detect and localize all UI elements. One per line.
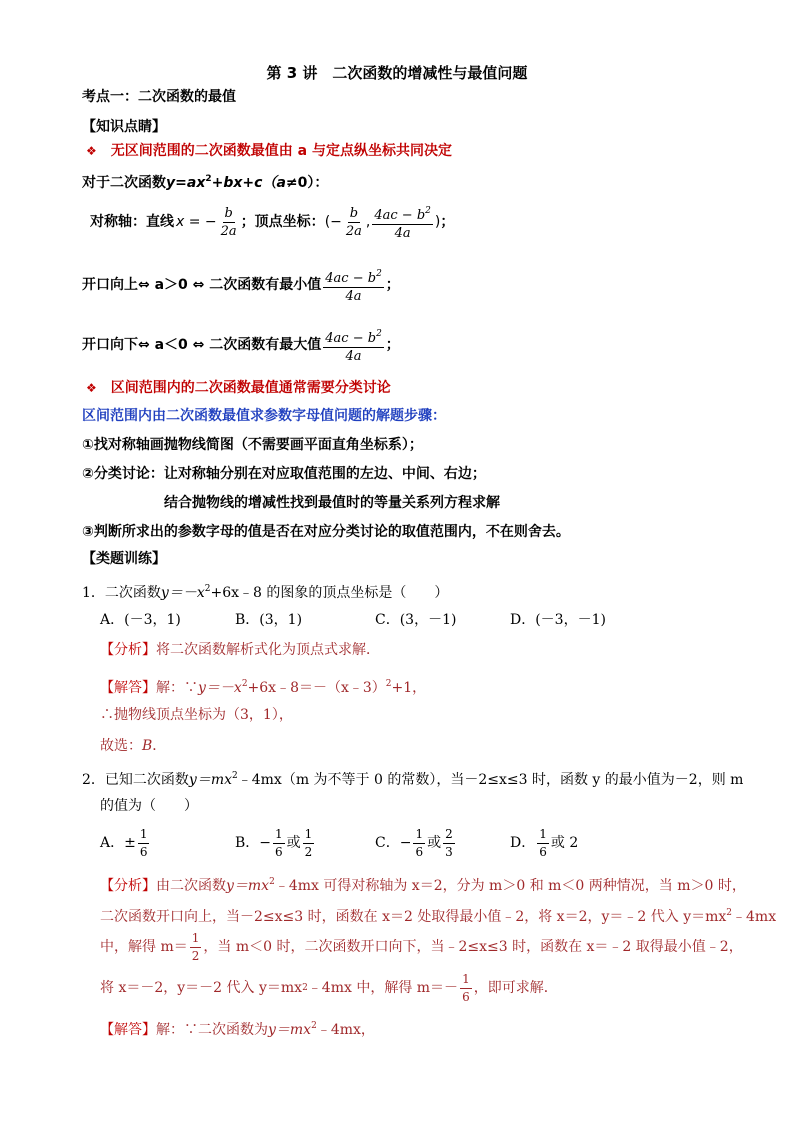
question-2-answer: 【解答】解：∵二次函数为$y=mx^2﹣4mx$，: [100, 1021, 375, 1038]
option-d: D．(－3，－1): [510, 612, 606, 628]
question-1-choice: 故选：B．: [100, 738, 167, 754]
rule-2: ❖ 区间范围内的二次函数最值通常需要分类讨论: [86, 380, 391, 396]
option-c: C．(3，－1): [375, 612, 457, 628]
step-2: ②分类讨论：让对称轴分别在对应取值范围的左边、中间、右边；: [82, 466, 486, 482]
open-down-line: 开口向下⇔ a＜0 ⇔ 二次函数有最大值 $\frac{4ac - b^2}{4a}$ ；: [82, 328, 400, 364]
function-definition: 对于二次函数$y=ax^2+bx+c(a\ne 0)$：: [82, 174, 329, 191]
fraction-max-value: $\frac{4ac - b^2}{4a}$: [325, 328, 382, 364]
question-2-analysis-line-2: 二次函数开口向上，当－2≤x≤3 时，函数在 x＝2 处取得最小值﹣2，将 x＝2，y＝﹣2 代入 $y=mx^2﹣4mx$: [100, 908, 777, 925]
step-1: ①找对称轴画抛物线简图（不需要画平面直角坐标系）；: [82, 437, 423, 453]
knowledge-heading: 【知识点睛】: [82, 119, 166, 135]
question-2-options: [100, 824, 740, 862]
option-b: B．(3，1): [235, 612, 303, 628]
question-1-stem: 1．二次函数$y=-x^2+6x﹣8$ 的图象的顶点坐标是（ ）: [82, 584, 449, 601]
question-1-analysis: 【分析】将二次函数解析式化为顶点式求解．: [100, 642, 380, 658]
step-3: ③判断所求出的参数字母的值是否在对应分类讨论的取值范围内，不在则舍去。: [82, 524, 570, 540]
steps-title: 区间范围内由二次函数最值求参数字母值问题的解题步骤：: [82, 408, 446, 424]
option-a: A．± $\frac{1}{6}$: [100, 826, 148, 859]
rule-1: ❖ 无区间范围的二次函数最值由 a 与定点纵坐标共同决定: [86, 143, 452, 159]
question-2-analysis-line-4: 将 x＝－2，y＝－2 代入 y＝mx 2 ﹣4mx 中，解得 m＝－ $\frac{1}{6}$ ，即可求解．: [100, 971, 558, 1004]
question-2-stem: 2．已知二次函数$y=mx^2﹣4mx(m$ 为不等于 0 的常数），当－2≤x≤3 时，函数 y 的最小值为－2，则 m: [82, 771, 744, 788]
diamond-icon: ❖: [86, 144, 97, 158]
fraction-b-over-2a: $\frac{b}{2a}$: [220, 205, 237, 239]
step-2-continued: 结合抛物线的增减性找到最值时的等量关系列方程求解: [164, 495, 500, 511]
question-1-conclusion: ∴抛物线顶点坐标为（3，1），: [100, 707, 293, 723]
open-up-line: 开口向上⇔ a＞0 ⇔ 二次函数有最小值 $\frac{4ac - b^2}{4a}$ ；: [82, 268, 400, 304]
fraction-min-value: $\frac{4ac - b^2}{4a}$: [325, 268, 382, 304]
page-title: 第 3 讲 二次函数的增减性与最值问题: [266, 64, 528, 82]
option-a: A．(－3，1): [100, 612, 181, 628]
option-c: C．− $\frac{1}{6}$ 或 $\frac{2}{3}$: [375, 826, 453, 859]
question-2-analysis-line-3: 中，解得 m＝ $\frac{1}{2}$ ，当 m＜0 时，二次函数开口向下，当﹣2≤x≤3 时，函数在 x＝﹣2 取得最小值﹣2，: [100, 930, 743, 963]
option-d: D． $\frac{1}{6}$ 或 2: [510, 826, 579, 859]
training-heading: 【类题训练】: [82, 551, 166, 567]
point-heading: 考点一：二次函数的最值: [82, 89, 236, 105]
axis-vertex-line: 对称轴：直线 x = − $\frac{b}{2a}$ ；顶点坐标： (− $\frac{b}{2a}$ , $\frac{4ac - b^2}{4a}$ ) ；: [90, 205, 455, 241]
fraction-b-over-2a-vertex: $\frac{b}{2a}$: [345, 205, 362, 239]
question-2-stem-line-2: 的值为（ ）: [100, 798, 198, 814]
option-b: B．− $\frac{1}{6}$ 或 $\frac{1}{2}$: [235, 826, 313, 859]
question-2-analysis-line-1: 【分析】由二次函数$y=mx^2﹣4mx$ 可得对称轴为 x＝2，分为 m＞0 和 m＜0 两种情况，当 m＞0 时，: [100, 877, 746, 894]
question-1-answer: 【解答】解：$\because y=-x^2+6x﹣8=-(x﹣3)^2+1$，: [100, 679, 427, 696]
diamond-icon: ❖: [86, 381, 97, 395]
fraction-vertex-y: $\frac{4ac - b^2}{4a}$: [374, 205, 431, 241]
